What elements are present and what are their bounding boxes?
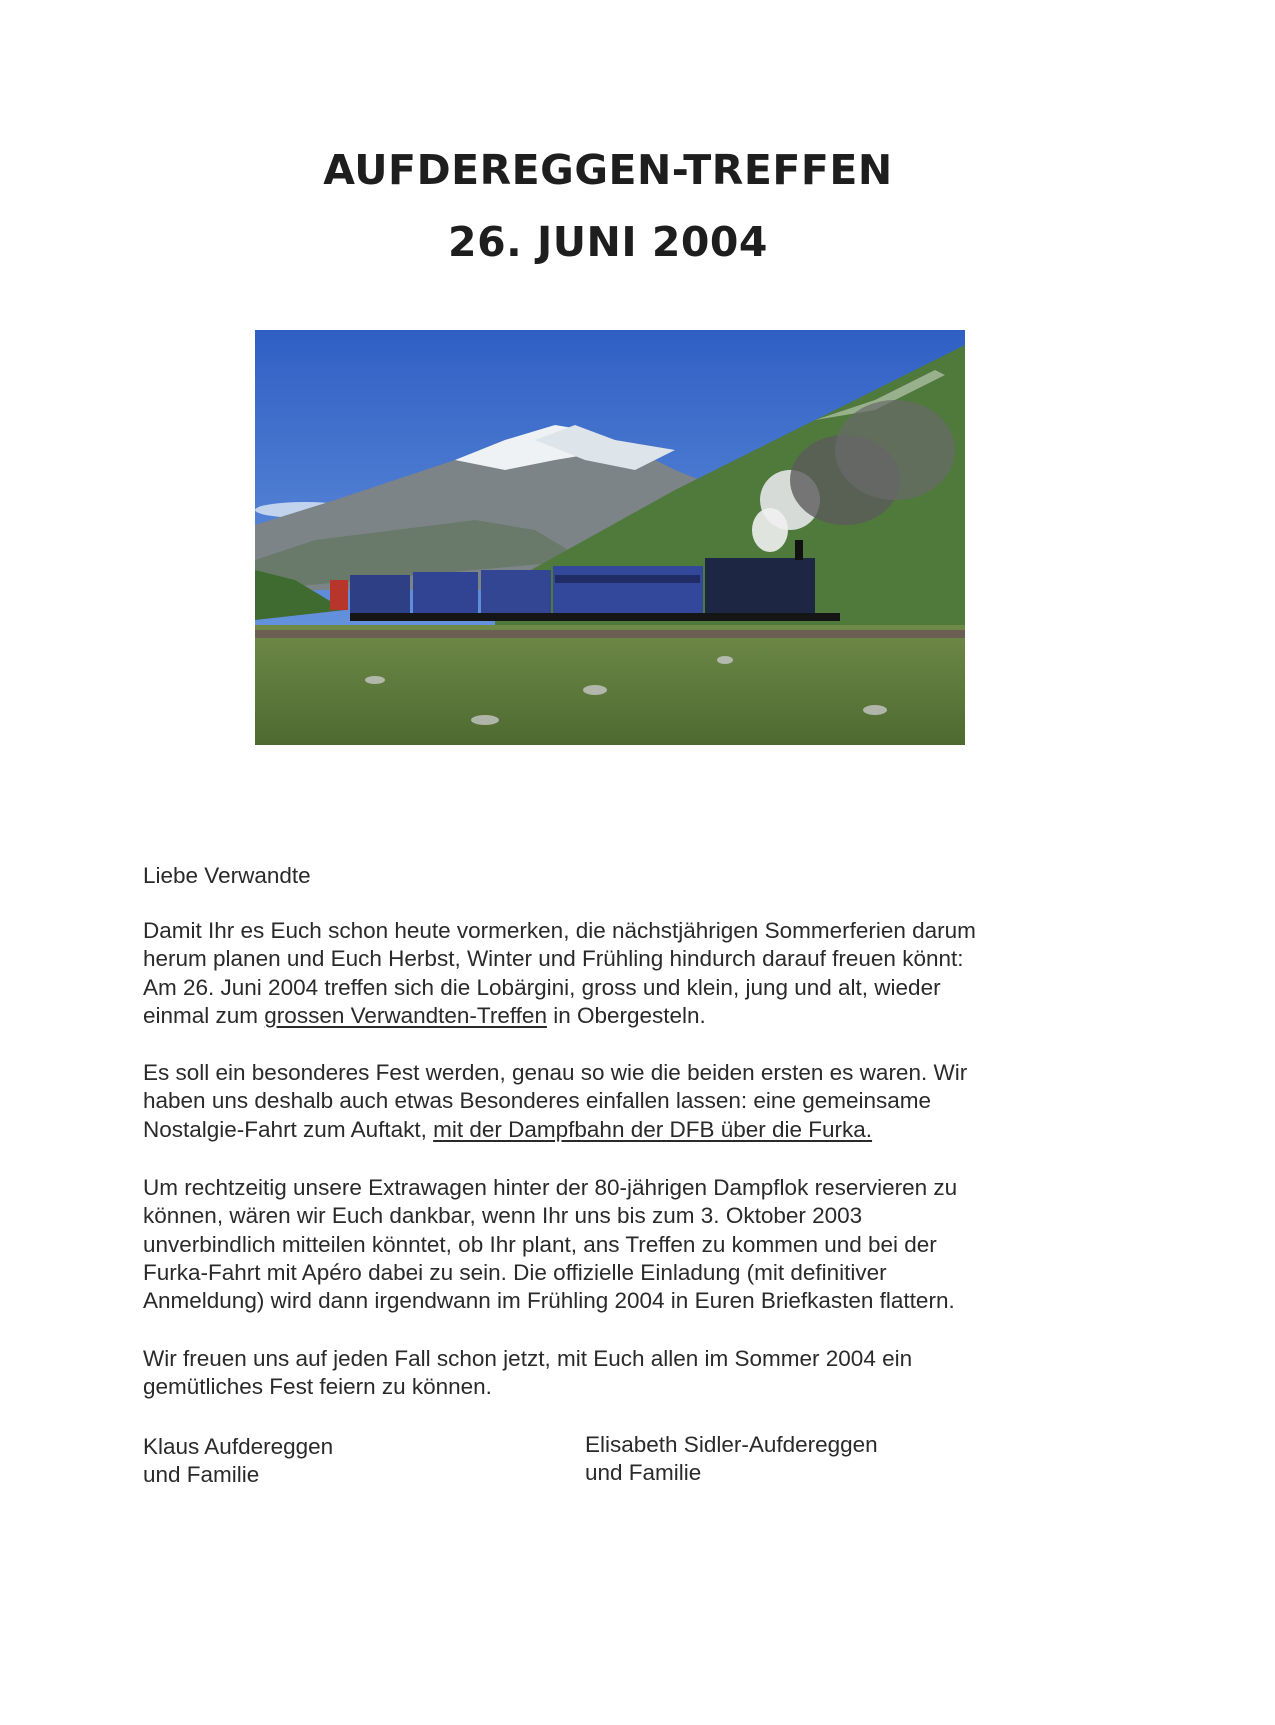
p3-line: Anmeldung) wird dann irgendwann im Frühling 2004 in Euren Briefkasten flattern. (143, 1288, 955, 1314)
p3-line: Furka-Fahrt mit Apéro dabei zu sein. Die offizielle Einladung (mit definitiver (143, 1259, 887, 1285)
signature-suffix: und Familie (143, 1462, 260, 1488)
title-line-1: AUFDEREGGEN-TREFFEN (323, 146, 893, 194)
p3-line: Um rechtzeitig unsere Extrawagen hinter der 80-jährigen Dampflok reservieren zu (143, 1175, 958, 1200)
verwandten-treffen-underlined: grossen Verwandten-Treffen (264, 1002, 547, 1028)
paragraph-2 (143, 1059, 967, 1144)
p1-text: einmal zum (143, 1002, 265, 1028)
p3-line: können, wären wir Euch dankbar, wenn Ihr uns bis zum 3. Oktober 2003 (143, 1203, 863, 1229)
greeting: Liebe Verwandte (143, 863, 311, 888)
signature-right (585, 1431, 878, 1488)
dampfbahn-underlined: mit der Dampfbahn der DFB über die Furka. (433, 1116, 873, 1142)
paragraph-4 (143, 1345, 912, 1402)
p2-line: Es soll ein besonderes Fest werden, genau so wie die beiden ersten es waren. Wir (143, 1060, 968, 1085)
signature-suffix: und Familie (585, 1460, 702, 1486)
p2-line: haben uns deshalb auch etwas Besonderes einfallen lassen: eine gemeinsame (143, 1088, 932, 1114)
paragraph-3 (143, 1174, 957, 1315)
p2-line (143, 1116, 967, 1144)
p4-line: Wir freuen uns auf jeden Fall schon jetzt, mit Euch allen im Sommer 2004 ein (143, 1346, 913, 1371)
p4-line: gemütliches Fest feiern zu können. (143, 1374, 492, 1400)
signature-name: Elisabeth Sidler-Aufdereggen (585, 1432, 878, 1457)
p1-line (143, 1002, 976, 1030)
p1-line: Am 26. Juni 2004 treffen sich die Lobärgini, gross und klein, jung und alt, wieder (143, 974, 941, 1000)
signature-name: Klaus Aufdereggen (143, 1434, 334, 1459)
steam-train-photo (255, 330, 965, 745)
p1-text: in Obergesteln. (546, 1002, 706, 1028)
p1-line: herum planen und Euch Herbst, Winter und Frühling hindurch darauf freuen könnt: (143, 946, 964, 972)
paragraph-1 (143, 917, 976, 1030)
title-date: 26. JUNI 2004 (448, 218, 768, 266)
p3-line: unverbindlich mitteilen könntet, ob Ihr plant, ans Treffen zu kommen und bei der (143, 1231, 937, 1257)
signature-left (143, 1433, 333, 1490)
p2-text: Nostalgie-Fahrt zum Auftakt, (143, 1116, 434, 1142)
p1-line: Damit Ihr es Euch schon heute vormerken, die nächstjährigen Sommerferien darum (143, 918, 976, 943)
